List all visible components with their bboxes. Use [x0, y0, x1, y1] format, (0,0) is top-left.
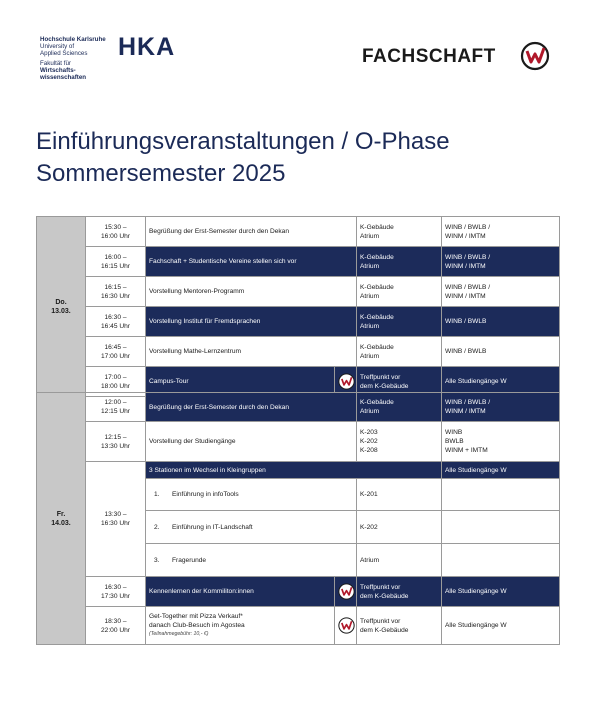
fachschaft-w-icon	[338, 373, 355, 390]
time-cell: 16:15 – 16:30 Uhr	[86, 277, 146, 307]
fachschaft-icon-cell	[335, 577, 357, 607]
time-cell: 13:30 – 16:30 Uhr	[86, 462, 146, 577]
day-date: 14.03.	[51, 519, 71, 527]
location-cell: K-Gebäude Atrium	[357, 277, 442, 307]
group-cell: Alle Studiengänge W	[442, 577, 560, 607]
day-cell	[37, 217, 86, 397]
event-cell: Get-Together mit Pizza Verkauf* danach Club-Besuch im Agostea (Teilnahmegebühr: 10,- €)	[146, 607, 335, 645]
table-row	[37, 307, 560, 337]
location-cell: K-Gebäude Atrium	[357, 393, 442, 422]
event-cell: Begrüßung der Erst-Semester durch den Dekan	[146, 393, 357, 422]
location-cell: K-203 K-202 K-208	[357, 422, 442, 462]
table-row	[37, 337, 560, 367]
time-cell: 18:30 – 22:00 Uhr	[86, 607, 146, 645]
table-row	[37, 277, 560, 307]
table-row	[37, 577, 560, 607]
station-cell: 3. Fragerunde	[146, 544, 357, 577]
location-cell: Atrium	[357, 544, 442, 577]
station-cell: 1. Einführung in infoTools	[146, 479, 357, 511]
title-line-1: Einführungsveranstaltungen / O-Phase	[36, 128, 450, 155]
fachschaft-logo: FACHSCHAFT	[362, 46, 496, 67]
group-cell: WINB / BWLB	[442, 337, 560, 367]
day-cell	[37, 393, 86, 645]
hs-line6: wissenschaften	[40, 74, 87, 82]
location-cell: K-Gebäude Atrium	[357, 307, 442, 337]
group-cell	[442, 479, 560, 511]
group-cell: WINB / BWLB / WINM / IMTM	[442, 217, 560, 247]
hka-logo: HKA	[118, 33, 176, 61]
fachschaft-w-icon	[338, 617, 355, 634]
table-row	[37, 217, 560, 247]
table-row	[37, 393, 560, 422]
group-cell: Alle Studiengänge W	[442, 462, 560, 479]
group-cell: Alle Studiengänge W	[442, 367, 560, 397]
time-cell: 16:45 – 17:00 Uhr	[86, 337, 146, 367]
schedule-table-thursday	[36, 216, 560, 397]
time-cell: 16:00 – 16:15 Uhr	[86, 247, 146, 277]
fachschaft-icon-cell	[335, 607, 357, 645]
group-cell: WINB BWLB WINM + IMTM	[442, 422, 560, 462]
event-cell: Fachschaft + Studentische Vereine stellen sich vor	[146, 247, 357, 277]
time-cell: 17:00 – 18:00 Uhr	[86, 367, 146, 397]
event-cell: Vorstellung Mentoren-Programm	[146, 277, 357, 307]
table-row	[37, 462, 560, 479]
location-cell: Treffpunkt vor dem K-Gebäude	[357, 607, 442, 645]
event-cell: Vorstellung Institut für Fremdsprachen	[146, 307, 357, 337]
group-cell: Alle Studiengänge W	[442, 607, 560, 645]
location-cell: Treffpunkt vor dem K-Gebäude	[357, 577, 442, 607]
hochschule-logo-text	[40, 36, 106, 81]
table-row	[37, 422, 560, 462]
day-name: Fr.	[56, 510, 66, 518]
hs-name: Hochschule Karlsruhe	[40, 36, 106, 43]
hs-line3: Applied Sciences	[40, 50, 88, 58]
table-row	[37, 247, 560, 277]
event-cell: Vorstellung der Studiengänge	[146, 422, 357, 462]
location-cell: Treffpunkt vor dem K-Gebäude	[357, 367, 442, 397]
time-cell: 16:30 – 16:45 Uhr	[86, 307, 146, 337]
location-cell: K-Gebäude Atrium	[357, 337, 442, 367]
time-cell: 12:00 – 12:15 Uhr	[86, 393, 146, 422]
event-cell: 3 Stationen im Wechsel in Kleingruppen	[146, 462, 442, 479]
time-cell: 12:15 – 13:30 Uhr	[86, 422, 146, 462]
day-date: 13.03.	[51, 307, 71, 315]
hs-line4: Fakultät für	[40, 59, 71, 67]
location-cell: K-Gebäude Atrium	[357, 247, 442, 277]
location-cell: K-202	[357, 511, 442, 544]
hs-line2: University of	[40, 43, 75, 51]
station-cell: 2. Einführung in IT-Landschaft	[146, 511, 357, 544]
page-title	[36, 126, 450, 190]
group-cell	[442, 511, 560, 544]
fee-note: (Teilnahmegebühr: 10,- €)	[149, 631, 209, 637]
time-cell: 16:30 – 17:30 Uhr	[86, 577, 146, 607]
event-cell: Begrüßung der Erst-Semester durch den Dekan	[146, 217, 357, 247]
table-row	[37, 607, 560, 645]
group-cell: WINB / BWLB / WINM / IMTM	[442, 393, 560, 422]
title-line-2: Sommersemester 2025	[36, 160, 286, 187]
group-cell: WINB / BWLB	[442, 307, 560, 337]
event-cell: Campus-Tour	[146, 367, 335, 397]
location-cell: K-201	[357, 479, 442, 511]
event-cell: Vorstellung Mathe-Lernzentrum	[146, 337, 357, 367]
event-cell: Kennenlernen der Kommiliton:innen	[146, 577, 335, 607]
time-cell: 15:30 – 16:00 Uhr	[86, 217, 146, 247]
fachschaft-w-icon	[338, 583, 355, 600]
location-cell: K-Gebäude Atrium	[357, 217, 442, 247]
schedule-table-friday	[36, 392, 560, 645]
day-name: Do.	[55, 298, 67, 306]
group-cell	[442, 544, 560, 577]
fachschaft-w-icon	[519, 40, 551, 72]
group-cell: WINB / BWLB / WINM / IMTM	[442, 277, 560, 307]
group-cell: WINB / BWLB / WINM / IMTM	[442, 247, 560, 277]
hs-line5: Wirtschafts-	[40, 66, 76, 74]
